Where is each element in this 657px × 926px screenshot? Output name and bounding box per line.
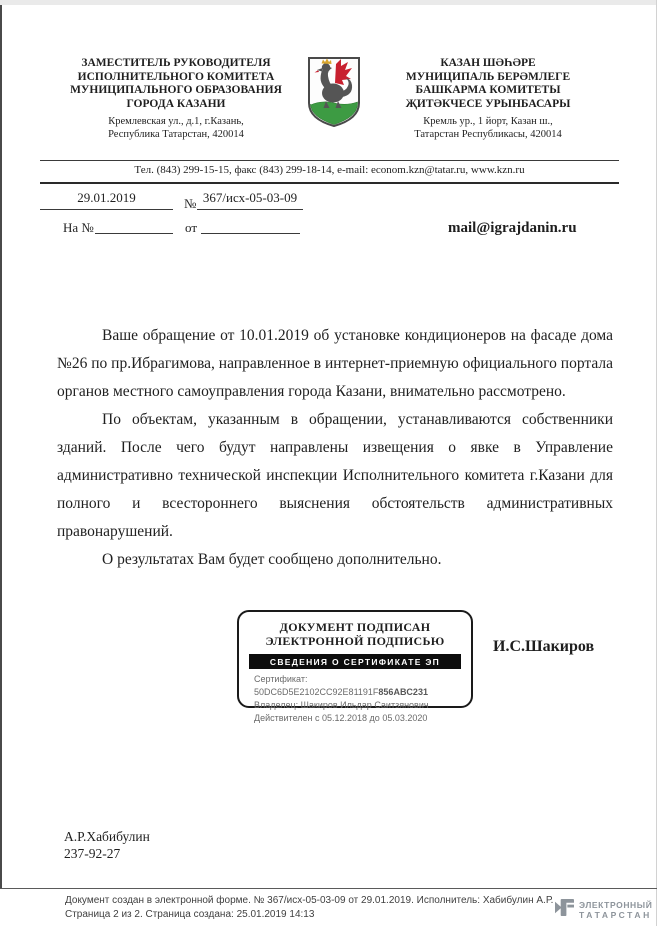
org-name-line: ГОРОДА КАЗАНИ [126,97,226,110]
org-name-line: ЗАМЕСТИТЕЛЬ РУКОВОДИТЕЛЯ [81,57,271,69]
stamp-title [239,621,471,648]
org-address-line: Татарстан Республикасы, 420014 [414,128,562,140]
signatory-name: И.С.Шакиров [493,638,595,655]
stamp-title-line: ЭЛЕКТРОННОЙ ПОДПИСЬЮ [265,633,445,648]
body-paragraph: По объектам, указанным в обращении, устанавливаются собственники зданий. После чего будут направлены извещения о явке в Управление административно технической инспекции Исполнительного комитета г.Казани для полного и всестороннего выяснения обстоятельств административных правонарушений. [57,411,613,540]
body-paragraph: О результатах Вам будет сообщено дополнительно. [102,551,442,568]
reply-to-number-blank [95,219,173,234]
executor-phone: 237-92-27 [64,846,121,861]
certificate-value: 50DC6D5E2102CC92E81191F [254,687,379,697]
org-name-russian [58,57,294,141]
body-paragraph: Ваше обращение от 10.01.2019 об установке кондиционеров на фасаде дома №26 по пр.Ибрагимова, направленное в интернет-приемную официального портала органов местного самоуправления города Казани, внимательно рассмотрено. [57,327,613,400]
org-address-tatar [388,116,588,141]
footer-meta-line: Документ создан в электронной форме. № 367/исх-05-03-09 от 29.01.2019. Исполнитель: Хабибулин А.Р. [65,895,554,906]
letter-body [57,322,613,574]
org-name-line: БАШКАРМА КОМИТЕТЫ [415,84,561,96]
stamp-title-line: ДОКУМЕНТ ПОДПИСАН [279,620,431,634]
org-name-line: ИСПОЛНИТЕЛЬНОГО КОМИТЕТА [77,70,275,83]
logo-text-line: ЭЛЕКТРОННЫЙ [579,900,653,910]
org-address-line: Кремлевская ул., д.1, г.Казань, [108,116,244,127]
executor-name: А.Р.Хабибулин [64,829,150,844]
footer-divider [0,888,657,889]
org-name-line: МУНИЦИПАЛЬНОГО ОБРАЗОВАНИЯ [70,84,282,96]
outgoing-number: 367/исх-05-03-09 [197,190,303,210]
certificate-info-bar: СВЕДЕНИЯ О СЕРТИФИКАТЕ ЭП [249,654,461,669]
footer-meta [65,894,553,921]
org-name-line: МУНИЦИПАЛЬ БЕРӘМЛЕГЕ [405,70,571,83]
certificate-owner-line: Владелец: Шакиров Ильдар Саитзянович [254,700,429,710]
org-address-line: Республика Татарстан, 420014 [108,128,244,140]
recipient-email: mail@igrajdanin.ru [448,220,577,236]
scan-left-edge [0,5,2,888]
divider [40,160,619,161]
certificate-validity-line: Действителен с 05.12.2018 до 05.03.2020 [254,713,428,723]
electronic-tatarstan-logo [554,898,652,922]
org-contact-line: Тел. (843) 299-15-15, факс (843) 299-18-14, e-mail: econom.kzn@tatar.ru, www.kzn.ru [134,164,525,176]
org-address-russian [58,116,294,141]
number-sign-label: № [184,196,197,211]
reply-from-date-blank [201,219,300,234]
kazan-coat-of-arms-icon [306,55,362,129]
outgoing-date: 29.01.2019 [40,190,173,210]
certificate-value-bold: 856ABC231 [378,687,428,697]
reply-to-number-label: На № [63,220,94,235]
certificate-details [254,673,471,725]
logo-text-line: ТАТАРСТАН [579,910,652,920]
electronic-tatarstan-logo-icon [554,898,575,922]
scan-top-edge [0,0,657,5]
reply-from-date-label: от [185,220,198,235]
org-name-line: ҖИТӘКЧЕСЕ УРЫНБАСАРЫ [405,97,571,110]
org-name-line: КАЗАН ШӘҺӘРЕ [440,57,536,69]
org-address-line: Кремль ур., 1 йорт, Казан ш., [423,116,553,127]
electronic-tatarstan-logo-text [579,900,652,920]
certificate-label: Сертификат: [254,674,308,684]
divider [40,182,619,184]
org-name-tatar [388,57,588,141]
footer-meta-line: Страница 2 из 2. Страница создана: 25.01.2019 14:13 [65,908,315,920]
electronic-signature-stamp [237,610,473,723]
certificate-number-line [254,673,471,699]
executor-contact [64,828,150,862]
